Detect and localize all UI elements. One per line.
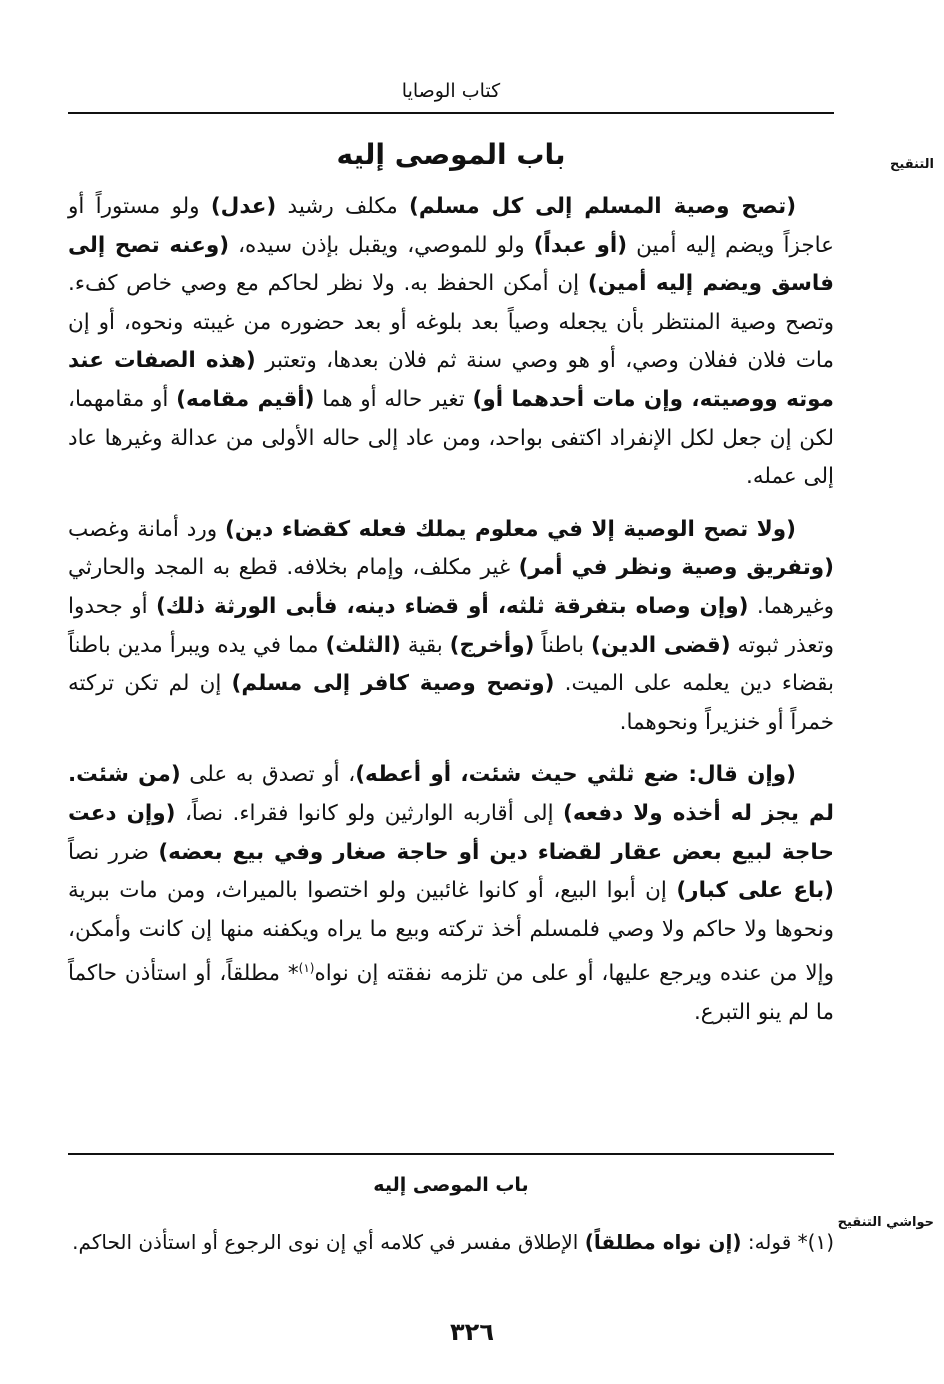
- matn-text: (وتصح وصية كافر إلى مسلم): [231, 671, 555, 697]
- header-divider: [68, 112, 834, 114]
- main-text: [68, 188, 834, 1047]
- running-header: كتاب الوصايا: [401, 80, 501, 102]
- matn-text: (الثلث): [325, 632, 401, 658]
- matn-text: (قضى الدين): [591, 632, 731, 658]
- matn-text: (عدل): [210, 194, 277, 219]
- paragraph-1: [68, 188, 834, 497]
- matn-text: (وإن وصاه بتفرقة ثلثه، أو قضاء دينه، فأبى الورثة ذلك): [155, 593, 749, 619]
- footnote-1: [68, 1222, 834, 1262]
- matn-text: (وعنه تصح إلى فاسق ويضم إليه أمين): [68, 232, 835, 297]
- chapter-title: باب الموصى إليه: [336, 138, 566, 171]
- sharh-text: ورد أمانة وغصب: [68, 516, 225, 542]
- sharh-text: ولو للموصي، ويقبل بإذن سيده،: [229, 232, 534, 258]
- footnote-text: الإطلاق مفسر في كلامه أي إن نوى الرجوع أو استأذن الحاكم.: [72, 1230, 585, 1254]
- sharh-text: غير مكلف، وإمام بخلافه. قطع به المجد والحارثي وغيرهما.: [68, 555, 834, 619]
- footnote-section-title: باب الموصى إليه: [373, 1174, 529, 1196]
- sharh-text: بقية: [400, 632, 450, 658]
- matn-text: (وأخرج): [449, 632, 535, 658]
- matn-text: (باع على كبار): [676, 878, 834, 904]
- footnote-quote: (إن نواه مطلقاً): [584, 1230, 742, 1254]
- margin-label-main: التنقيح: [890, 157, 934, 172]
- matn-text: (تصح وصية المسلم إلى كل مسلم): [409, 194, 797, 219]
- sharh-text: * مطلقاً، أو استأذن حاكماً ما لم ينو التبرع.: [68, 961, 834, 1026]
- footnote-lead: (١)* قوله:: [741, 1230, 834, 1254]
- matn-text: (وإن قال: ضع ثلثي حيث شئت، أو أعطه): [355, 762, 796, 788]
- sharh-text: تغير حاله أو هما: [314, 386, 473, 412]
- sharh-text: ضرر نصاً: [68, 839, 159, 865]
- matn-text: (وإن دعت حاجة لبيع بعض عقار لقضاء دين أو حاجة صغار وفي بيع بعضه): [68, 800, 834, 865]
- sharh-text: أو جحدوا وتعذر ثبوته: [68, 593, 834, 658]
- matn-text: (أو عبداً): [533, 232, 628, 258]
- matn-text: (أقيم مقامه): [176, 386, 315, 412]
- sharh-text: مكلف رشيد: [276, 194, 409, 219]
- paragraph-3: [68, 756, 834, 1032]
- margin-label-notes: حواشي التنقيح: [837, 1215, 934, 1230]
- matn-text: (من شئت. لم يجز له أخذه ولا دفعه): [68, 762, 834, 826]
- sharh-text: ولو مستوراً أو عاجزاً ويضم إليه أمين: [68, 194, 834, 258]
- page-number: ٣٢٦: [450, 1318, 494, 1346]
- sharh-text: ، أو تصدق به على: [180, 762, 356, 788]
- matn-text: (ولا تصح الوصية إلا في معلوم يملك فعله كقضاء دين): [225, 516, 796, 542]
- sharh-text: إن لم تكن تركته خمراً أو خنزيراً ونحوهما.: [68, 671, 834, 735]
- sharh-text: باطناً: [534, 632, 592, 658]
- sharh-text: إن أبوا البيع، أو كانوا غائبين ولو اختصوا بالميراث، ومن مات ببرية ونحوها ولا حاكم ولا وصي فلمسلم أخذ تركته وبيع ما يراه ويكفنه منها إن كانت وأمكن، وإلا من عنده ويرجع عليها، أو على من تلزمه نفقته إن نواه: [68, 878, 834, 987]
- sharh-text: أو مقامهما، لكن إن جعل لكل الإنفراد اكتفى بواحد، ومن عاد إلى حاله الأولى من عدالة وغيرها عاد إلى عمله.: [68, 386, 834, 490]
- sharh-text: إن أمكن الحفظ به. ولا نظر لحاكم مع وصي خاص كفء. وتصح وصية المنتظر بأن يجعله وصياً بعد بلوغه أو بعد حضوره من غيبته ونحوه، أو إن مات فلان ففلان وصي، أو هو وصي سنة ثم فلان بعدها، وتعتبر: [68, 271, 834, 374]
- sharh-text: مما في يده ويبرأ مدين باطناً بقضاء دين يعلمه على الميت.: [68, 632, 835, 697]
- matn-text: (وتفريق وصية ونظر في أمر): [518, 555, 834, 581]
- matn-text: (هذه الصفات عند موته ووصيته، وإن مات أحدهما أو): [68, 348, 834, 412]
- footnote-divider: [68, 1153, 834, 1155]
- footnotes: [68, 1222, 834, 1262]
- paragraph-2: [68, 511, 834, 743]
- sharh-text: إلى أقاربه الوارثين ولو كانوا فقراء. نصاً،: [175, 800, 564, 826]
- footnote-marker: (١): [298, 961, 315, 976]
